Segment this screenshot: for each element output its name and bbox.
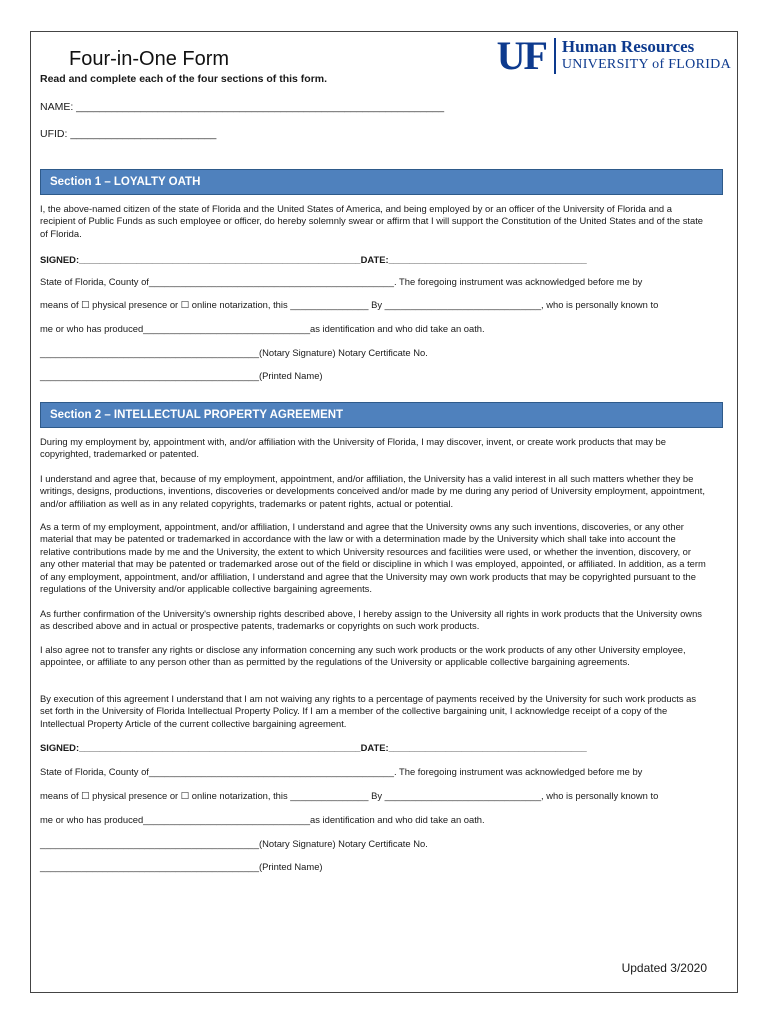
ufid-field[interactable]: UFID: _________________________ [40, 128, 217, 140]
loyalty-oath-text: I, the above-named citizen of the state of Florida and the United States of America, and being employed by or an officer of the University of Florida and a recipient of Public Funds as such employee or officer, do hereby solemnly swear or affirm that I will support the Constitution of the United States and of the state of Florida. [40, 203, 704, 239]
page-title: Four-in-One Form [69, 48, 230, 70]
section2-signed-line[interactable]: SIGNED:______________________________________________________DATE:______________________________________ [40, 742, 587, 753]
form-instructions: Read and complete each of the four sections of this form. [40, 73, 328, 85]
ip-paragraph-4: As further confirmation of the University's ownership rights described above, I hereby assign to the University all rights in work products that the University owns as described above and in actual or prospective patents, trademarks or copyrights on such work products. [40, 608, 702, 632]
updated-date: Updated 3/2020 [621, 961, 707, 975]
uf-hr-logo [496, 33, 731, 78]
section1-county-line[interactable]: State of Florida, County of_______________________________________________. The foregoing instrument was acknowledged before me by [40, 276, 643, 287]
section1-printed-name[interactable]: __________________________________________(Printed Name) [40, 370, 323, 381]
logo-university: UNIVERSITY of FLORIDA [561, 57, 731, 72]
ip-paragraph-3: As a term of my employment, appointment, and/or affiliation, I understand and agree that the University owns any such inventions, discoveries, or any other material that may be patented or trademarked in accordance with the law or with a determination made by the University which shall take into account the relative contributions made by me and the University, the extent to which University resources and facilities were used, or whether the invention, discovery, or any other material that may be patented or trademarked arose out of the field or discipline in which I was employed, appointed, or affiliated. In addition, as a term of any employment, appointment, and/or affiliation, I understand and agree that the University may own work products that may be copyrighted pursuant to the regulations of the University and/or applicable collective bargaining agreements. [40, 521, 706, 595]
section2-produced-line[interactable]: me or who has produced________________________________as identification and who did take an oath. [40, 814, 485, 825]
section2-printed-name[interactable]: __________________________________________(Printed Name) [40, 861, 323, 872]
form-page [30, 31, 738, 993]
ip-paragraph-1: During my employment by, appointment with, and/or affiliation with the University of Florida, I may discover, invent, or create work products that may be copyrighted, trademarked or patented. [40, 436, 666, 460]
section1-notary-signature[interactable]: __________________________________________(Notary Signature) Notary Certificate No. [40, 347, 428, 358]
ip-paragraph-5: I also agree not to transfer any rights or disclose any information concerning any such work products or the work products of any other University employee, appointee, or affiliate to any person other than as permitted by the regulations of the University or applicable collective bargaining agreements. [40, 644, 686, 668]
section2-notary-signature[interactable]: __________________________________________(Notary Signature) Notary Certificate No. [40, 838, 428, 849]
section1-means-line[interactable]: means of ☐ physical presence or ☐ online notarization, this _______________ By ______________________________, who is personally known to [40, 299, 659, 310]
section1-produced-line[interactable]: me or who has produced________________________________as identification and who did take an oath. [40, 323, 485, 334]
section2-means-line[interactable]: means of ☐ physical presence or ☐ online notarization, this _______________ By ______________________________, who is personally known to [40, 790, 659, 801]
section1-heading: Section 1 – LOYALTY OATH [40, 169, 723, 195]
ip-paragraph-6: By execution of this agreement I understand that I am not waiving any rights to a percentage of payments received by the University for such work products as set forth in the University of Florida Intellectual Property Policy. If I am a member of the collective bargaining unit, I acknowledge receipt of a copy of the Intellectual Property Article of the current collective bargaining agreement. [40, 693, 697, 729]
section2-heading: Section 2 – INTELLECTUAL PROPERTY AGREEMENT [40, 402, 723, 428]
logo-department: Human Resources [561, 37, 695, 56]
section1-signed-line[interactable]: SIGNED:______________________________________________________DATE:______________________________________ [40, 254, 587, 265]
uf-logo-mark: UF [496, 33, 546, 78]
section2-county-line[interactable]: State of Florida, County of_______________________________________________. The foregoing instrument was acknowledged before me by [40, 766, 643, 777]
name-field[interactable]: NAME: _______________________________________________________________ [40, 101, 445, 113]
ip-paragraph-2: I understand and agree that, because of my employment, appointment, and/or affiliation, the University has a valid interest in all such matters whether they be writings, designs, productions, inventions, discoveries or developments conceived and/or made by me during any period of University employment, appointment, and/or affiliation as well as in any related copyrights, trademarks or patent rights, actual or potential. [40, 473, 705, 509]
